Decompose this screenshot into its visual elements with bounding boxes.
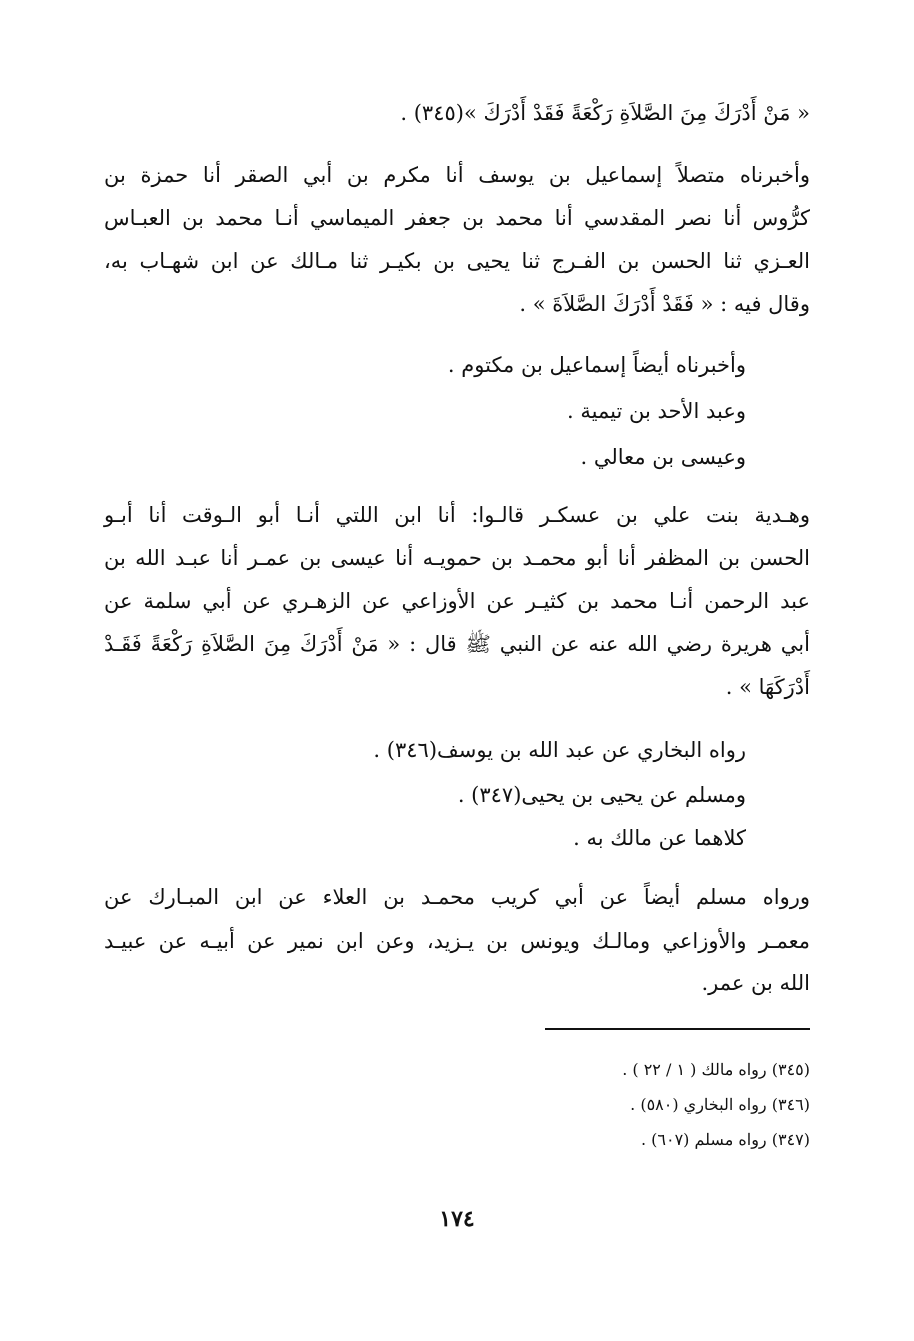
paragraph-2-line-4: أبي هريرة رضي الله عنه عن النبي ﷺ قال : « مَنْ أَدْرَكَ مِنَ الصَّلاَةِ رَكْعَةً فَقَـدْ: [104, 632, 810, 656]
footnote-346: (٣٤٦) رواه البخاري (٥٨٠) .: [630, 1095, 810, 1114]
paragraph-1-line-4: وقال فيه : « فَقَدْ أَدْرَكَ الصَّلاَةَ » .: [519, 292, 810, 316]
paragraph-3-line-2: معمـر والأوزاعي ومالـك ويونس بن يـزيد، وعن ابن نمير عن أبيـه عن عبيـد: [104, 929, 810, 953]
source-line-3: كلاهما عن مالك به .: [573, 826, 746, 850]
source-line-2: ومسلم عن يحيى بن يحيى(٣٤٧) .: [457, 783, 746, 807]
paragraph-2-line-2: الحسن بن المظفر أنا أبو محمـد بن حمويـه أنا عيسى بن عمـر أنا عبـد الله بن: [104, 546, 810, 570]
footnote-separator: [545, 1028, 810, 1030]
paragraph-1-line-3: العـزي ثنا الحسن بن الفـرج ثنا يحيى بن بكيـر ثنا مـالك عن ابن شهـاب به،: [104, 249, 810, 273]
footnote-345: (٣٤٥) رواه مالك ( ١ / ٢٢ ) .: [622, 1060, 810, 1079]
narrator-line-1: وأخبرناه أيضاً إسماعيل بن مكتوم .: [447, 353, 746, 377]
paragraph-3-line-1: ورواه مسلم أيضاً عن أبي كريب محمـد بن العلاء عن ابن المبـارك عن: [104, 885, 810, 909]
source-line-1: رواه البخاري عن عبد الله بن يوسف(٣٤٦) .: [373, 738, 746, 762]
hadith-quote-line: « مَنْ أَدْرَكَ مِنَ الصَّلاَةِ رَكْعَةً فَقَدْ أَدْرَكَ »(٣٤٥) .: [400, 101, 810, 125]
paragraph-1-line-1: وأخبرناه متصلاً إسماعيل بن يوسف أنا مكرم بن أبي الصقر أنا حمزة بن: [104, 163, 810, 187]
paragraph-1-line-2: كرُّوس أنا نصر المقدسي أنا محمد بن جعفر الميماسي أنـا محمد بن العبـاس: [104, 206, 810, 230]
paragraph-3-line-3: الله بن عمر.: [701, 971, 810, 995]
page-number: ١٧٤: [439, 1206, 475, 1232]
narrator-line-2: وعبد الأحد بن تيمية .: [567, 399, 746, 423]
paragraph-2-line-5: أَدْرَكَهَا » .: [725, 675, 810, 699]
narrator-line-3: وعيسى بن معالي .: [580, 445, 746, 469]
paragraph-2-line-3: عبد الرحمن أنـا محمد بن كثيـر عن الأوزاعي عن الزهـري عن أبي سلمة عن: [104, 589, 810, 613]
paragraph-2-line-1: وهـدية بنت علي بن عسكـر قالـوا: أنا ابن اللتي أنـا أبو الـوقت أنا أبـو: [104, 503, 810, 527]
footnote-347: (٣٤٧) رواه مسلم (٦٠٧) .: [640, 1130, 810, 1149]
